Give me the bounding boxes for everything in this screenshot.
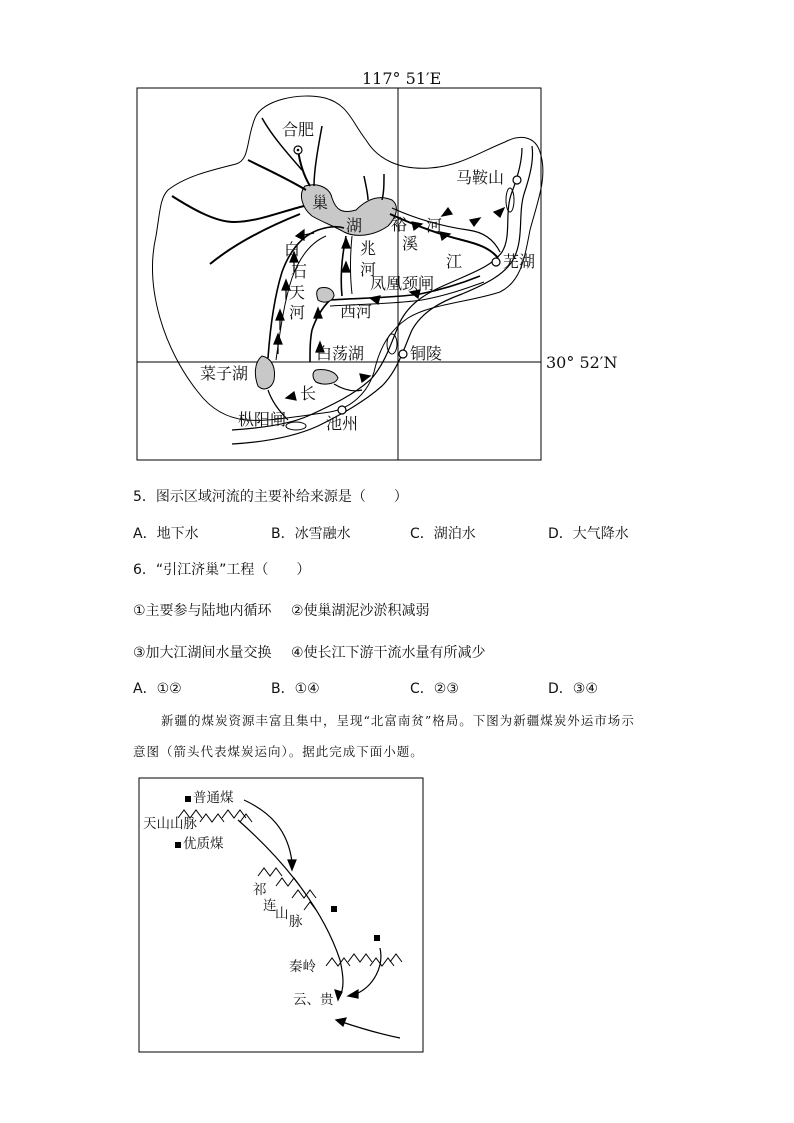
label-baidanghu: 白荡湖 bbox=[316, 344, 365, 363]
label-baishitianhe-3: 天 bbox=[289, 283, 306, 302]
q6-statement-1: ①主要参与陆地内循环 bbox=[133, 603, 272, 619]
intro-line-1: 新疆的煤炭资源丰富且集中，呈现“北富南贫”格局。下图为新疆煤炭外运市场示 bbox=[161, 713, 635, 728]
q6-statement-2: ②使巢湖泥沙淤积减弱 bbox=[291, 603, 430, 619]
putongmei-marker bbox=[185, 796, 191, 802]
coal-site-marker-1 bbox=[331, 906, 337, 912]
label-qilian-2: 连 bbox=[263, 898, 277, 914]
q5-option-b[interactable]: B．冰雪融水 bbox=[271, 526, 351, 542]
coal-site-marker-2 bbox=[374, 935, 380, 941]
label-changjiang-jiang: 江 bbox=[446, 252, 463, 271]
q6-option-b[interactable]: B．①④ bbox=[271, 681, 320, 697]
q5-stem: 5．图示区域河流的主要补给来源是（ ） bbox=[133, 489, 408, 505]
q5-option-c[interactable]: C．湖泊水 bbox=[410, 526, 476, 542]
label-xihe: 西河 bbox=[340, 302, 373, 321]
qinling-mountains bbox=[326, 954, 402, 966]
label-chaohu-2: 湖 bbox=[346, 216, 363, 235]
q5-option-a[interactable]: A．地下水 bbox=[133, 526, 199, 542]
longitude-label: 117° 51′E bbox=[362, 69, 442, 88]
label-maanshan: 马鞍山 bbox=[456, 168, 505, 187]
q6-option-a[interactable]: A．①② bbox=[133, 681, 182, 697]
q6-option-d[interactable]: D．③④ bbox=[548, 681, 598, 697]
q6-stem: 6．“引江济巢”工程（ ） bbox=[133, 562, 311, 578]
label-baishitianhe-4: 河 bbox=[289, 303, 306, 322]
label-zhaohe-1: 兆 bbox=[360, 239, 377, 258]
label-chizhou: 池州 bbox=[326, 414, 359, 433]
label-yuxihe-2: 溪 bbox=[402, 234, 419, 253]
youzhimei-marker bbox=[175, 842, 181, 848]
label-zongyangzha: 枞阳闸 bbox=[238, 410, 287, 429]
q6-statement-4: ④使长江下游干流水量有所减少 bbox=[291, 645, 486, 661]
q6-statement-3: ③加大江湖间水量交换 bbox=[133, 645, 272, 661]
q5-option-d[interactable]: D．大气降水 bbox=[548, 526, 629, 542]
label-wuhu: 芜湖 bbox=[503, 252, 536, 271]
q6-option-c[interactable]: C．②③ bbox=[410, 681, 459, 697]
label-changjiang-chang: 长 bbox=[300, 384, 317, 403]
label-putongmei: 普通煤 bbox=[193, 790, 234, 806]
label-caizihu: 菜子湖 bbox=[200, 364, 249, 383]
label-qinling: 秦岭 bbox=[289, 959, 316, 975]
latitude-label: 30° 52′N bbox=[546, 353, 618, 372]
label-qilian-4: 脉 bbox=[289, 914, 303, 930]
label-zhaohe-2: 河 bbox=[360, 260, 377, 279]
label-baishitianhe-1: 白 bbox=[284, 240, 301, 259]
label-qilian-1: 祁 bbox=[253, 882, 267, 898]
label-baishitianhe-2: 石 bbox=[291, 262, 308, 281]
label-qilian-3: 山 bbox=[275, 906, 289, 922]
label-fenghuangjingzha: 凤凰颈闸 bbox=[370, 274, 435, 293]
label-tianshan: 天山山脉 bbox=[143, 816, 197, 832]
label-yungui: 云、贵 bbox=[293, 992, 334, 1008]
label-youzhimei: 优质煤 bbox=[183, 836, 224, 852]
label-yuxihe-3: 河 bbox=[426, 216, 443, 235]
label-hefei: 合肥 bbox=[282, 120, 315, 139]
label-yuxihe-1: 裕 bbox=[391, 215, 408, 234]
label-tongling: 铜陵 bbox=[410, 344, 443, 363]
intro-line-2: 意图（箭头代表煤炭运向）。据此完成下面小题。 bbox=[133, 744, 424, 759]
label-chaohu-1: 巢 bbox=[312, 193, 329, 212]
